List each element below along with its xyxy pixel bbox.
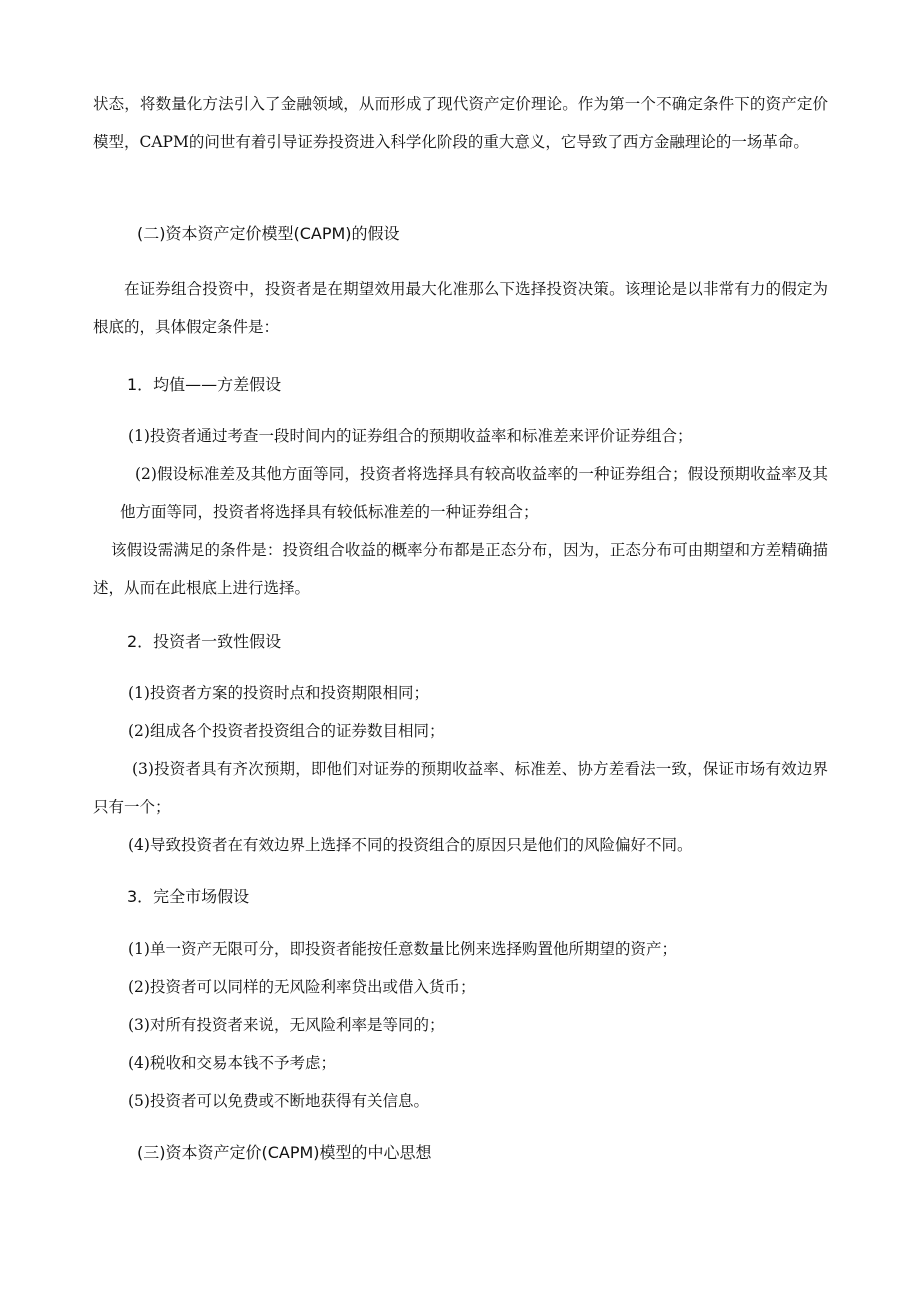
sub2-item-3: (3)投资者具有齐次预期，即他们对证券的预期收益率、标准差、协方差看法一致，保证市场有效边界只有一个； (93, 760, 828, 816)
section2-heading: (二)资本资产定价模型(CAPM)的假设 (137, 224, 400, 243)
sub2-item-2: (2)组成各个投资者投资组合的证券数目相同； (128, 722, 445, 740)
section2-paragraph: 在证券组合投资中，投资者是在期望效用最大化准那么下选择投资决策。该理论是以非常有力的假定为根底的，具体假定条件是： (93, 280, 828, 336)
sub3-item-2: (2)投资者可以同样的无风险利率贷出或借入货币； (128, 978, 476, 996)
sub2-item-4: (4)导致投资者在有效边界上选择不同的投资组合的原因只是他们的风险偏好不同。 (128, 836, 693, 854)
sub1-heading: 1．均值——方差假设 (127, 375, 282, 394)
intro-paragraph: 状态，将数量化方法引入了金融领域，从而形成了现代资产定价理论。作为第一个不确定条件下的资产定价模型，CAPM的问世有着引导证券投资进入科学化阶段的重大意义，它导致了西方金融理论的一场革命。 (93, 95, 828, 151)
sub3-heading: 3．完全市场假设 (127, 887, 250, 906)
sub1-item-1: (1)投资者通过考查一段时间内的证券组合的预期收益率和标准差来评价证券组合； (128, 427, 693, 445)
sub3-item-3: (3)对所有投资者来说，无风险利率是等同的； (128, 1016, 445, 1034)
sub3-item-5: (5)投资者可以免费或不断地获得有关信息。 (128, 1092, 429, 1110)
sub3-item-1: (1)单一资产无限可分，即投资者能按任意数量比例来选择购置他所期望的资产； (128, 940, 677, 958)
section3-heading: (三)资本资产定价(CAPM)模型的中心思想 (137, 1143, 432, 1162)
sub3-item-4: (4)税收和交易本钱不予考虑； (128, 1054, 336, 1072)
sub2-item-1: (1)投资者方案的投资时点和投资期限相同； (128, 684, 429, 702)
sub1-note: 该假设需满足的条件是：投资组合收益的概率分布都是正态分布，因为，正态分布可由期望和方差精确描述，从而在此根底上进行选择。 (93, 541, 828, 597)
sub1-item-2: (2)假设标准差及其他方面等同，投资者将选择具有较高收益率的一种证券组合；假设预期收益率及其他方面等同，投资者将选择具有较低标准差的一种证券组合； (120, 465, 828, 521)
sub2-heading: 2．投资者一致性假设 (127, 632, 282, 651)
